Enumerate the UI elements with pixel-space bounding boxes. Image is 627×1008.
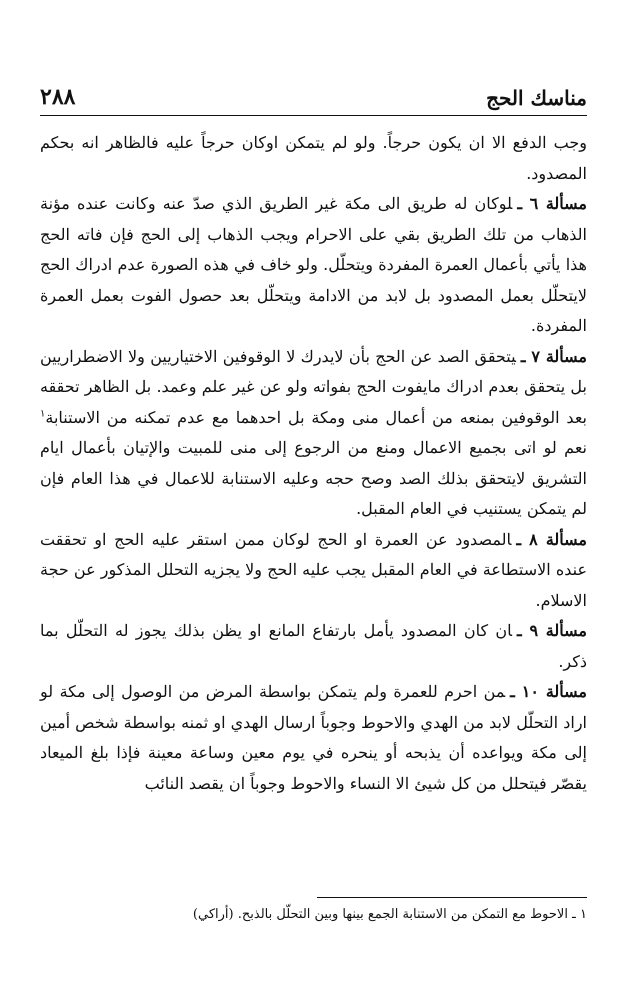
paragraph-continuation (40, 128, 587, 189)
paragraph-text: ان كان المصدود يأمل بارتفاع المانع او يظن بذلك يجوز له التحلّل بما ذكر. (40, 621, 587, 671)
issue-heading: مسألة ٦ ـ (517, 194, 588, 213)
body-text (40, 128, 587, 799)
running-title: مناسك الحج (486, 86, 587, 110)
page-number: ٢٨٨ (40, 84, 76, 110)
footnote: ١ ـ الاحوط مع التمكن من الاستنابة الجمع بينها وبين التحلّل بالذبح. (أراكي) (192, 907, 587, 922)
issue-10 (40, 677, 587, 799)
paragraph-text: يتحقق الصد عن الحج بأن لايدرك لا الوقوفين الاختياريين ولا الاضطراريين بل يتحقق بعدم ادراك مايفوت الحج بفواته ولو عن غير علم وعمد. بل الظاهر تحققه بعد الوقوفين بمنعه من أعمال منى ومكة بل احدهما مع عدم تمكنه من الاستنابة (40, 346, 587, 427)
paragraph-text: نعم لو اتى بجميع الاعمال ومنع من الرجوع إلى منى للمبيت والإتيان بأعمال ايام التشريق لايتحقق بذلك الصد وصح حجه وعليه الاستنابة للاعمال في هذا العام فإن لم يتمكن يستنيب في العام المقبل. (40, 438, 587, 518)
paragraph-text: لوكان له طريق الى مكة غير الطريق الذي صدّ عنه وكانت عنده مؤنة الذهاب من تلك الطريق بقي على الاحرام ويجب الذهاب إلى الحج فإن فاته الحج هذا يأتي بأعمال العمرة المفردة ويتحلّل. ولو خاف في هذه الصورة عدم ادراك الحج لايتحلّل بعمل المصدود بل لابد من الادامة ويتحلّل بعد حصول الفوت بعمل العمرة المفردة. (40, 194, 588, 335)
header-rule (40, 115, 587, 116)
issue-heading: مسألة ٨ ـ (516, 529, 587, 549)
issue-heading: مسألة ١٠ ـ (510, 682, 588, 701)
footnote-reference: ١ (40, 408, 46, 420)
issue-7 (40, 342, 587, 525)
issue-heading: مسألة ٧ ـ (520, 346, 587, 366)
footnote-rule (317, 897, 587, 898)
issue-8 (40, 525, 587, 617)
paragraph-text: من احرم للعمرة ولم يتمكن بواسطة المرض من الوصول إلى مكة لو اراد التحلّل لابد من الهدي والاحوط وجوباً ارسال الهدي او ثمنه بواسطة شخص أمين إلى مكة ويواعده أن يذبحه أو ينحره في يوم معين وساعة معينة فإذا بلغ الميعاد يقصّر فيتحلل من كل شيئ الا النساء والاحوط وجوباً ان يقصد النائب (40, 682, 587, 793)
paragraph-text: وجب الدفع الا ان يكون حرجاً. ولو لم يتمكن اوكان حرجاً عليه فالظاهر انه بحكم المصدود. (40, 133, 587, 183)
issue-heading: مسألة ٩ ـ (517, 621, 587, 640)
issue-6 (40, 189, 587, 342)
paragraph-text: المصدود عن العمرة او الحج لوكان ممن استقر عليه الحج او تحققت عنده الاستطاعة في العام المقبل يجب عليه الحج ولا يجزيه التحلل المذكور عن حجة الاسلام. (40, 529, 587, 610)
issue-9 (40, 616, 587, 677)
page-header (40, 70, 587, 110)
